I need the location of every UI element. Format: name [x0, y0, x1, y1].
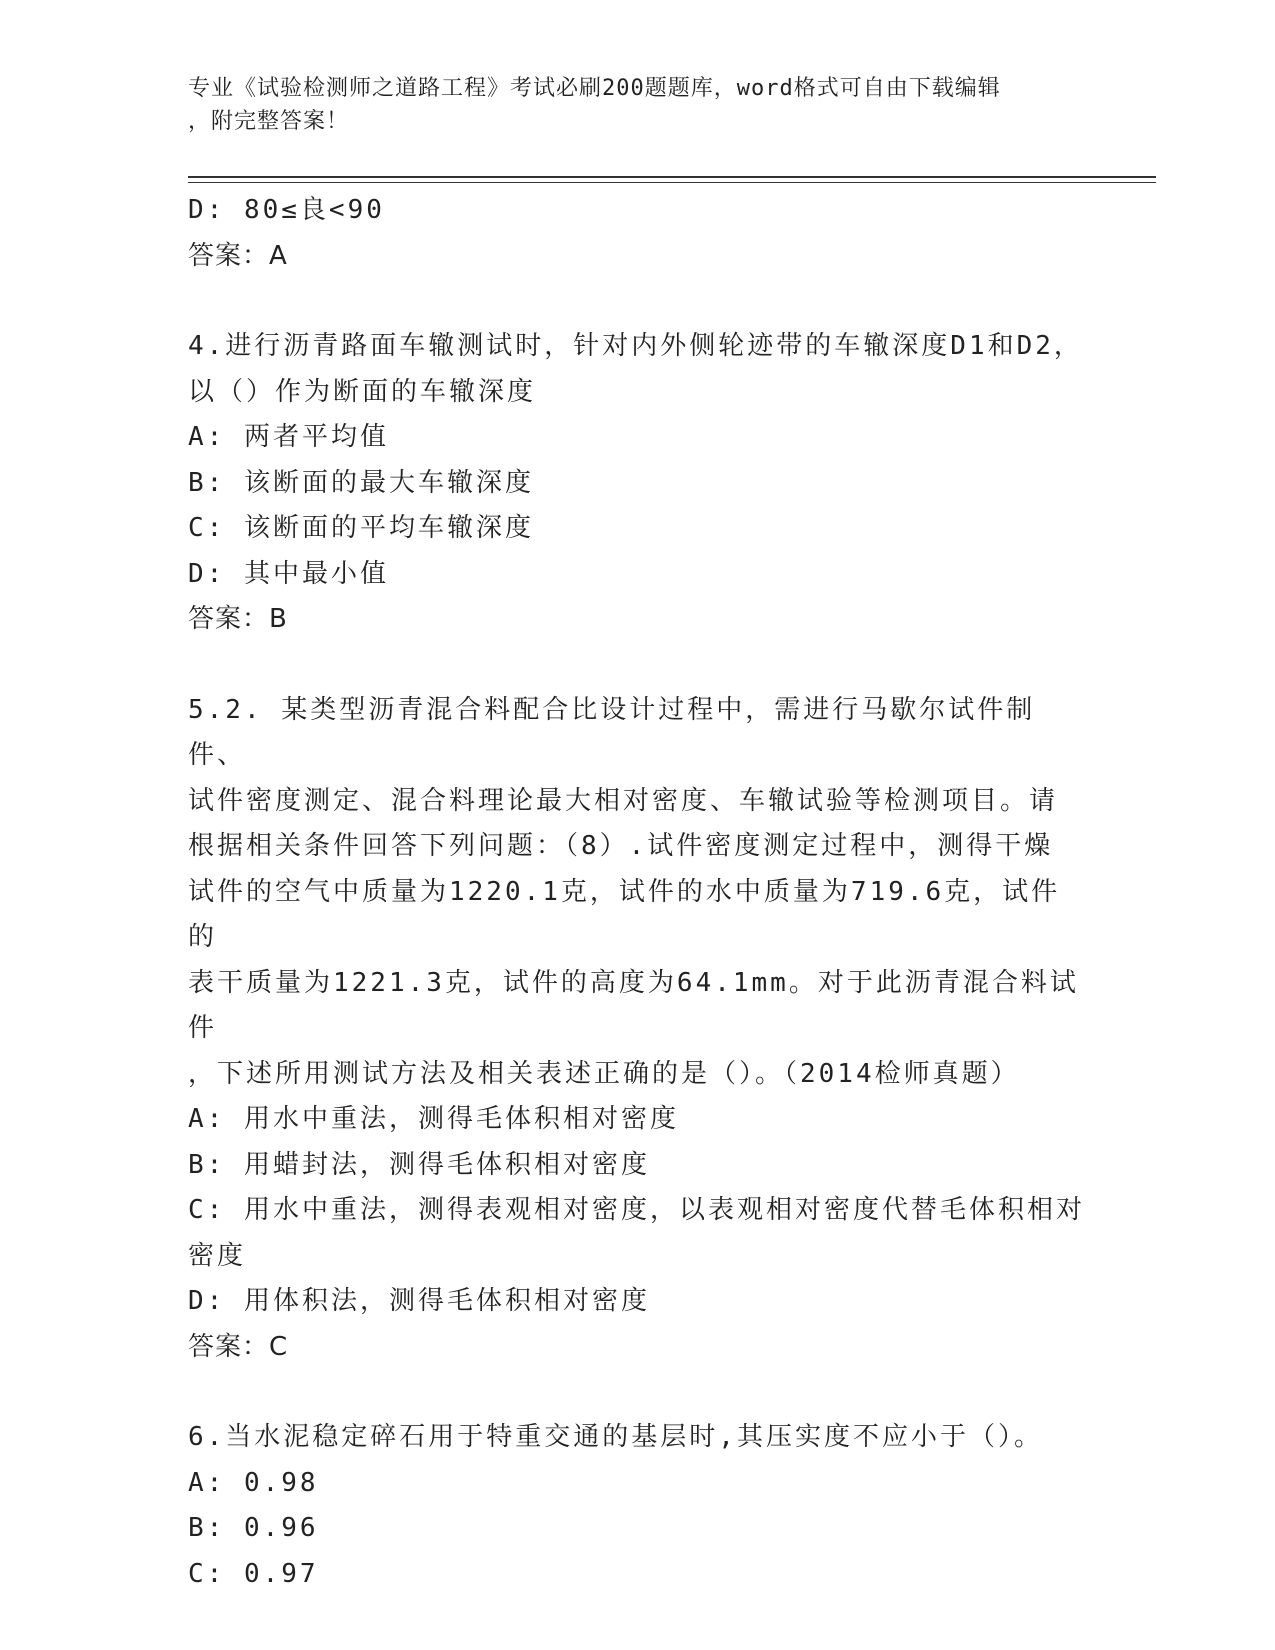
- option-b: B: 该断面的最大车辙深度: [188, 467, 534, 498]
- question-4: [188, 324, 1088, 643]
- question-stem: 5.2. 某类型沥青混合料配合比设计过程中，需进行马歇尔试件制件、: [188, 694, 1036, 770]
- option-a: A: 两者平均值: [188, 422, 389, 452]
- question-stem: 4.进行沥青路面车辙测试时，针对内外侧轮迹带的车辙深度D1和D2，: [188, 331, 1083, 361]
- answer: 答案：C: [188, 1331, 289, 1362]
- option-b: B: 用蜡封法，测得毛体积相对密度: [188, 1149, 650, 1180]
- question-5: [188, 688, 1088, 1371]
- option-c: C: 用水中重法，测得表观相对密度，以表观相对密度代替毛体积相对: [188, 1195, 1085, 1225]
- header-divider-thin: [188, 182, 1156, 183]
- question-6: [188, 1415, 1088, 1597]
- question-stem: 以（）作为断面的车辙深度: [188, 376, 537, 407]
- option-c-continued: 密度: [188, 1240, 247, 1271]
- page-header: [188, 72, 1088, 138]
- option-d: D: 其中最小值: [188, 558, 389, 589]
- spacer: [188, 643, 1088, 688]
- option-a: A: 0.98: [188, 1467, 319, 1498]
- question-stem: 试件密度测定、混合料理论最大相对密度、车辙试验等检测项目。请: [188, 785, 1059, 816]
- question-stem: 试件的空气中质量为1220.1克，试件的水中质量为719.6克，试件的: [188, 876, 1061, 952]
- question-3-tail: [188, 188, 1088, 279]
- option-d: D: 80≤良<90: [188, 195, 385, 225]
- question-stem: 6.当水泥稳定碎石用于特重交通的基层时,其压实度不应小于（）。: [188, 1422, 1043, 1452]
- spacer: [188, 279, 1088, 324]
- header-line-2: ，附完整答案！: [188, 109, 350, 134]
- spacer: [188, 1370, 1088, 1415]
- question-stem: 根据相关条件回答下列问题：（8）.试件密度测定过程中，测得干燥: [188, 831, 1054, 861]
- header-line-1: 专业《试验检测师之道路工程》考试必刷200题题库，word格式可自由下载编辑: [188, 76, 1001, 101]
- answer: 答案：B: [188, 604, 288, 634]
- header-divider-thick: [188, 176, 1156, 178]
- option-c: C: 0.97: [188, 1558, 319, 1589]
- answer: 答案：A: [188, 240, 288, 271]
- question-stem: ，下述所用测试方法及相关表述正确的是（）。（2014检师真题）: [188, 1058, 1020, 1089]
- option-b: B: 0.96: [188, 1513, 319, 1543]
- question-stem: 表干质量为1221.3克，试件的高度为64.1mm。对于此沥青混合料试件: [188, 967, 1079, 1043]
- option-d: D: 用体积法，测得毛体积相对密度: [188, 1286, 650, 1316]
- option-a: A: 用水中重法，测得毛体积相对密度: [188, 1104, 679, 1134]
- option-c: C: 该断面的平均车辙深度: [188, 513, 534, 543]
- question-content: [188, 188, 1088, 1597]
